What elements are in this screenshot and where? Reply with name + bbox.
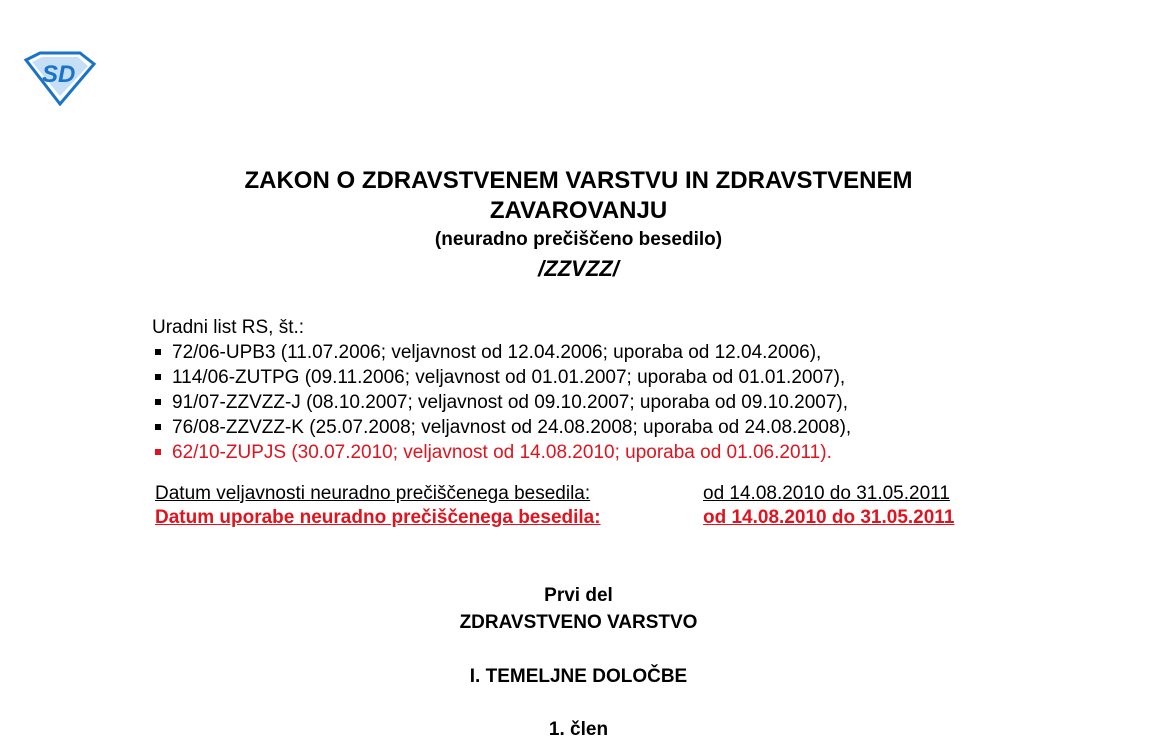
use-value: od 14.08.2010 do 31.05.2011	[703, 507, 955, 528]
logo-text: SD	[42, 61, 76, 88]
document-title-line-1: ZAKON O ZDRAVSTVENEM VARSTVU IN ZDRAVSTVENEM	[244, 167, 913, 194]
law-abbreviation: /ZZVZZ/	[538, 256, 619, 281]
validity-label: Datum veljavnosti neuradno prečiščenega besedila:	[155, 483, 591, 504]
gazette-list	[152, 340, 851, 465]
gazette-item-highlighted: 62/10-ZUPJS (30.07.2010; veljavnost od 14.08.2010; uporaba od 01.06.2011).	[152, 440, 851, 465]
part-heading: Prvi del	[544, 585, 613, 606]
bullet-icon	[155, 399, 161, 405]
gazette-item: 91/07-ZZVZZ-J (08.10.2007; veljavnost od 09.10.2007; uporaba od 09.10.2007),	[152, 390, 851, 415]
validity-row	[155, 482, 954, 506]
gazette-item: 72/06-UPB3 (11.07.2006; veljavnost od 12.04.2006; uporaba od 12.04.2006),	[152, 340, 851, 365]
official-gazette-block	[152, 315, 851, 465]
document-title-block	[0, 166, 1157, 284]
part-title: ZDRAVSTVENO VARSTVO	[459, 612, 698, 633]
document-title-line-2: ZAVAROVANJU	[489, 197, 668, 224]
bullet-icon	[155, 449, 161, 455]
bullet-icon	[155, 424, 161, 430]
bullet-icon	[155, 349, 161, 355]
gazette-item: 76/08-ZZVZZ-K (25.07.2008; veljavnost od 24.08.2008; uporaba od 24.08.2008),	[152, 415, 851, 440]
gazette-heading: Uradni list RS, št.:	[152, 317, 305, 338]
bullet-icon	[155, 374, 161, 380]
document-subtitle: (neuradno prečiščeno besedilo)	[434, 229, 723, 250]
use-label: Datum uporabe neuradno prečiščenega besedila:	[155, 507, 601, 528]
use-row	[155, 506, 954, 530]
validity-dates	[155, 482, 954, 530]
validity-value: od 14.08.2010 do 31.05.2011	[703, 483, 950, 504]
article-heading: 1. člen	[548, 719, 609, 740]
gazette-item: 114/06-ZUTPG (09.11.2006; veljavnost od 01.01.2007; uporaba od 01.01.2007),	[152, 365, 851, 390]
logo-emblem	[22, 50, 96, 106]
chapter-heading: I. TEMELJNE DOLOČBE	[469, 666, 688, 687]
